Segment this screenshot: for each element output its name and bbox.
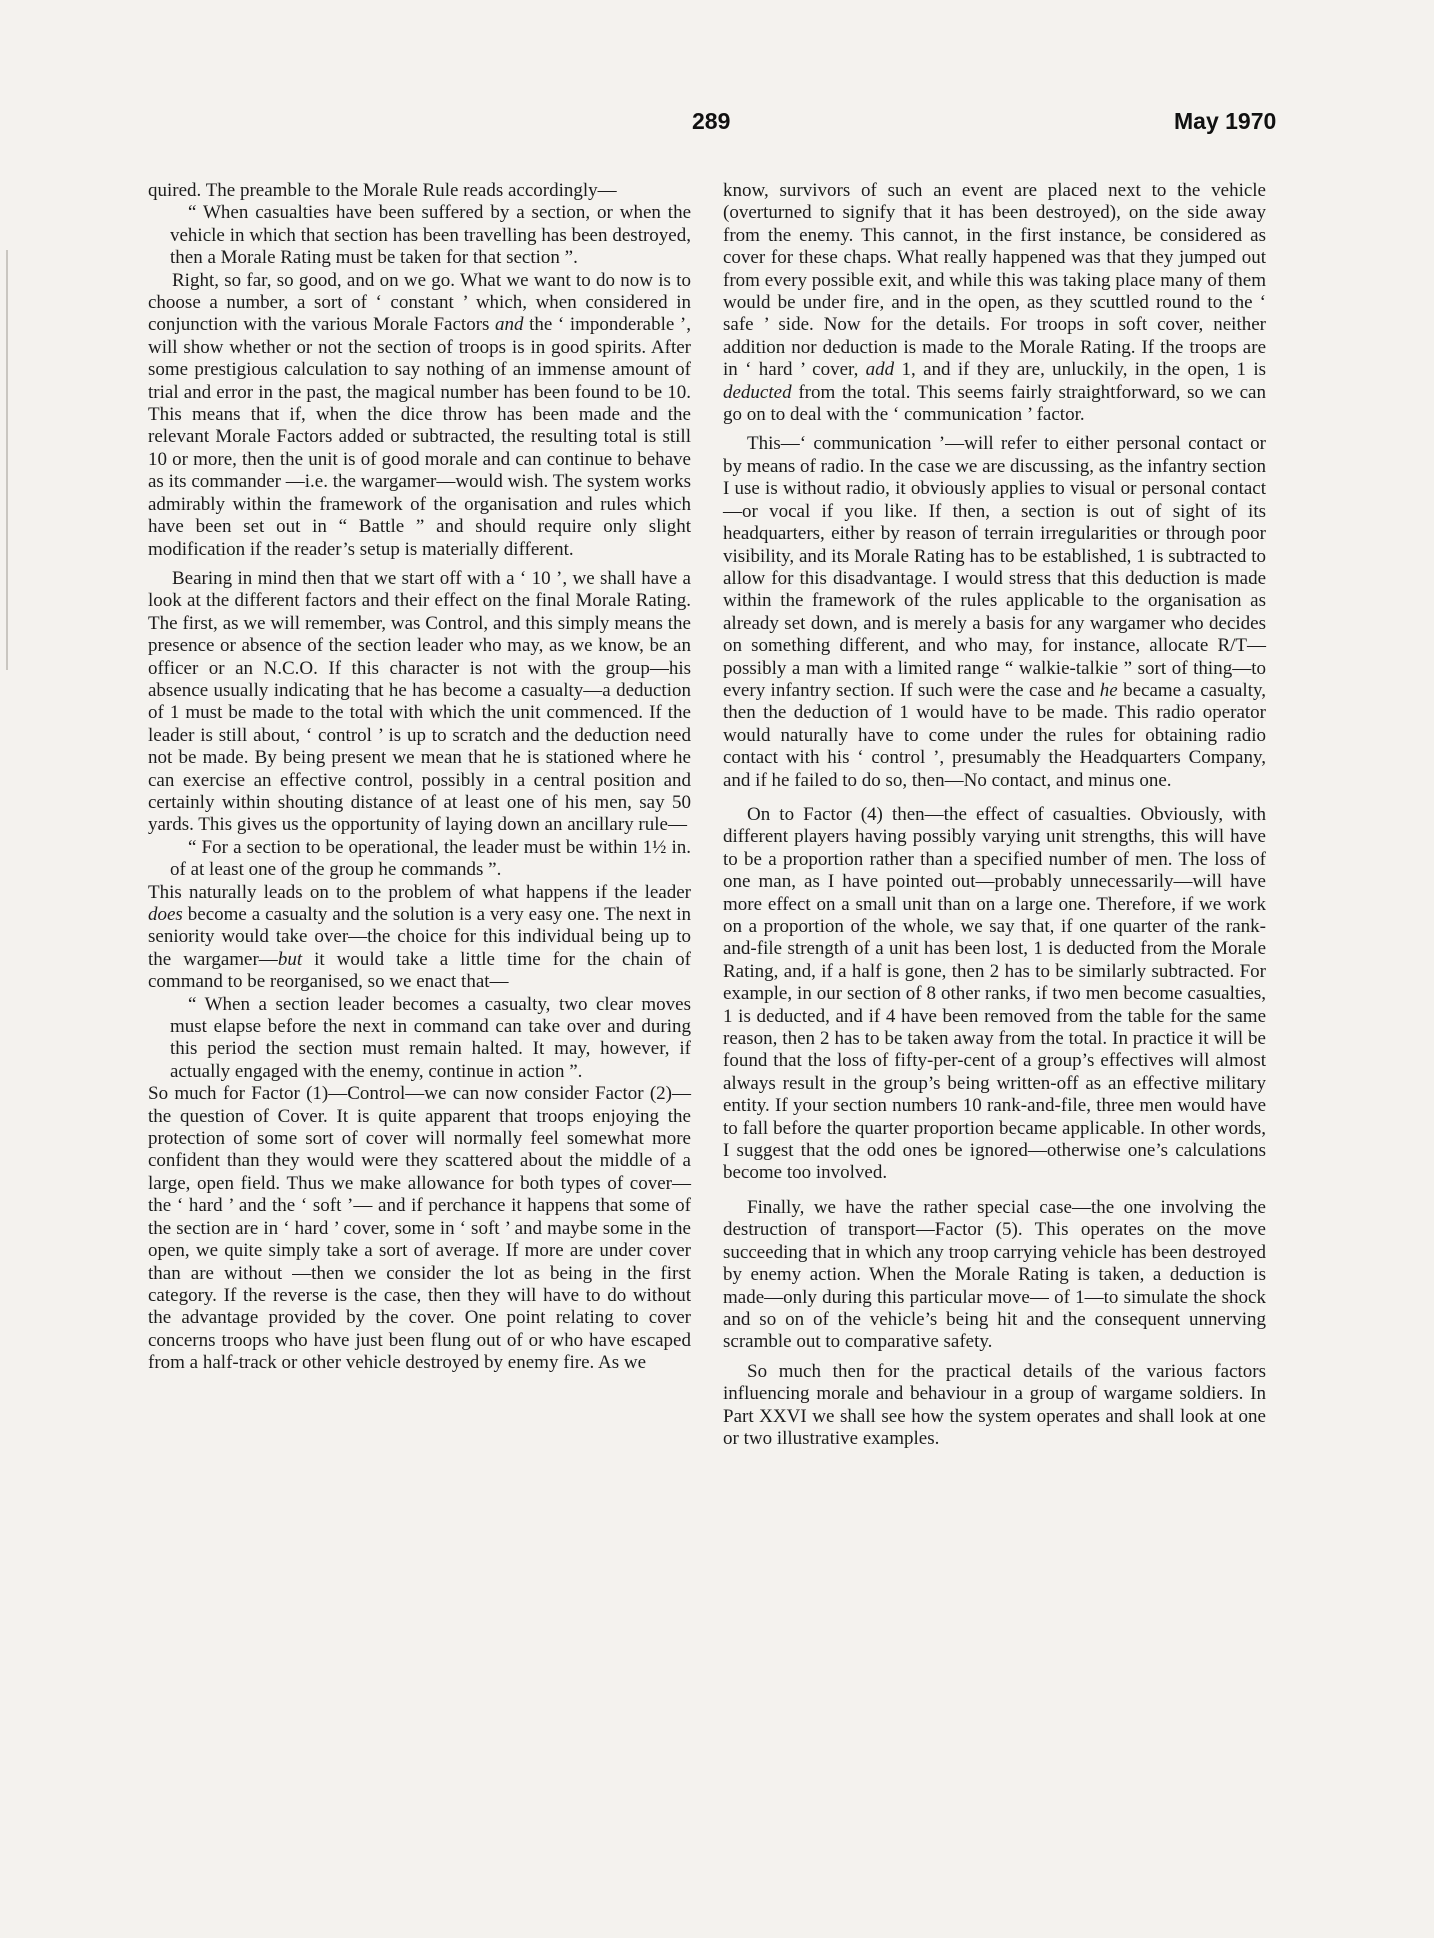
paragraph: Right, so far, so good, and on we go. What we want to do now is to choose a number, a sort of ‘ constant ’ which, when considered in conjunction with the various Morale Factors and the ‘ imponderable ’, will show whether or not the section of troops is in good spirits. After some prestigious calculation to say nothing of an immense amount of trial and error in the past, the magical number has been found to be 10. This means that if, when the dice throw has been made and the relevant Morale Factors added or subtracted, the resulting total is still 10 or more, then the unit is of good morale and can continue to behave as its commander —i.e. the wargamer—would wish. The system works admirably within the framework of the organisation and rules which have been set out in “ Battle ” and should require only slight modification if the reader’s setup is materially different.: [148, 269, 691, 560]
right-column: [723, 180, 1266, 1450]
paragraph: On to Factor (4) then—the effect of casualties. Obviously, with different players having possibly varying unit strengths, this will have to be a proportion rather than a specified number of men. The loss of one man, as I have pointed out—probably unnecessarily—will have more effect on a small unit than on a large one. Therefore, if we work on a proportion of the whole, we say that, if one quarter of the rank-and-file strength of a unit has been lost, 1 is deducted from the Morale Rating, and, if a half is gone, then 2 has to be similarly subtracted. For example, in our section of 8 other ranks, if two men become casualties, 1 is deducted, and if 4 have been removed from the table for the same reason, then 2 has to be taken away from the total. In practice it will be found that the loss of fifty-per-cent of a group’s effectives will almost always result in the group’s being written-off as an effective military entity. If your section numbers 10 rank-and-file, three men would have to fall before the quarter proportion became applicable. In other words, I suggest that the odd ones be ignored—otherwise one’s calculations become too involved.: [723, 803, 1266, 1184]
paragraph: know, survivors of such an event are placed next to the vehicle (overturned to signify that it has been destroyed), on the side away from the enemy. This cannot, in the first instance, be considered as cover for these chaps. What really happened was that they jumped out from every possible exit, and while this was taking place many of them would be under fire, and in the open, as they scuttled round to the ‘ safe ’ side. Now for the details. For troops in soft cover, neither addition nor deduction is made to the Morale Rating. If the troops are in ‘ hard ’ cover, add 1, and if they are, unluckily, in the open, 1 is deducted from the total. This seems fairly straightforward, so we can go on to deal with the ‘ communication ’ factor.: [723, 180, 1266, 426]
issue-date: May 1970: [1174, 108, 1277, 134]
quoted-rule: “ When a section leader becomes a casualty, two clear moves must elapse before the next in command can take over and during this period the section must remain halted. It may, however, if actually engaged with the enemy, continue in action ”.: [170, 993, 691, 1082]
quoted-rule: “ When casualties have been suffered by a section, or when the vehicle in which that section has been travelling has been destroyed, then a Morale Rating must be taken for that section ”.: [170, 202, 691, 269]
paragraph: So much for Factor (1)—Control—we can now consider Factor (2)—the question of Cover. It is quite apparent that troops enjoying the protection of some sort of cover will normally feel somewhat more confident than they would were they scattered about the middle of a large, open field. Thus we make allowance for both types of cover—the ‘ hard ’ and the ‘ soft ’— and if perchance it happens that some of the section are in ‘ hard ’ cover, some in ‘ soft ’ and maybe some in the open, we quite simply take a sort of average. If more are under cover than are without —then we consider the lot as being in the first category. If the reverse is the case, then they will have to do without the advantage provided by the cover. One point relating to cover concerns troops who have just been flung out of or who have escaped from a half-track or other vehicle destroyed by enemy fire. As we: [148, 1083, 691, 1374]
paragraph: Finally, we have the rather special case—the one involving the destruction of transport—Factor (5). This operates on the move succeeding that in which any troop carrying vehicle has been destroyed by enemy action. When the Morale Rating is taken, a deduction is made—only during this particular move— of 1—to simulate the shock and so on of the vehicle’s being hit and the consequent unnerving scramble out to comparative safety.: [723, 1196, 1266, 1353]
paragraph: This naturally leads on to the problem of what happens if the leader does become a casualty and the solution is a very easy one. The next in seniority would take over—the choice for this individual being up to the wargamer—but it would take a little time for the chain of command to be reorganised, so we enact that—: [148, 881, 691, 993]
scan-edge-mark: [6, 250, 8, 670]
left-column: [148, 180, 691, 1375]
quoted-rule: “ For a section to be operational, the leader must be within 1½ in. of at least one of the group he commands ”.: [170, 836, 691, 881]
page-number: 289: [692, 108, 731, 134]
paragraph: This—‘ communication ’—will refer to either personal contact or by means of radio. In the case we are discussing, as the infantry section I use is without radio, it obviously applies to visual or personal contact—or vocal if you like. If then, a section is out of sight of its headquarters, either by reason of terrain irregularities or through poor visibility, and its Morale Rating has to be established, 1 is subtracted to allow for this disadvantage. I would stress that this deduction is made within the framework of the rules applicable to the organisation as already set down, and is merely a basis for any wargamer who decides on something different, and who may, for instance, allocate R/T—possibly a man with a limited range “ walkie-talkie ” sort of thing—to every infantry section. If such were the case and he became a casualty, then the deduction of 1 would have to be made. This radio operator would naturally have to come under the rules for obtaining radio contact with his ‘ control ’, presumably the Headquarters Company, and if he failed to do so, then—No contact, and minus one.: [723, 433, 1266, 791]
paragraph: quired. The preamble to the Morale Rule reads accordingly—: [148, 180, 617, 201]
paragraph: So much then for the practical details of the various factors influencing morale and behaviour in a group of wargame soldiers. In Part XXVI we shall see how the system operates and shall look at one or two illustrative examples.: [723, 1360, 1266, 1449]
paragraph: Bearing in mind then that we start off with a ‘ 10 ’, we shall have a look at the different factors and their effect on the final Morale Rating. The first, as we will remember, was Control, and this simply means the presence or absence of the section leader who may, as we know, be an officer or an N.C.O. If this character is not with the group—his absence usually indicating that he has become a casualty—a deduction of 1 must be made to the total with which the unit commenced. If the leader is still about, ‘ control ’ is up to scratch and the deduction need not be made. By being present we mean that he is stationed where he can exercise an effective control, possibly in a central position and certainly within shouting distance of at least one of his men, say 50 yards. This gives us the opportunity of laying down an ancillary rule—: [148, 567, 691, 836]
